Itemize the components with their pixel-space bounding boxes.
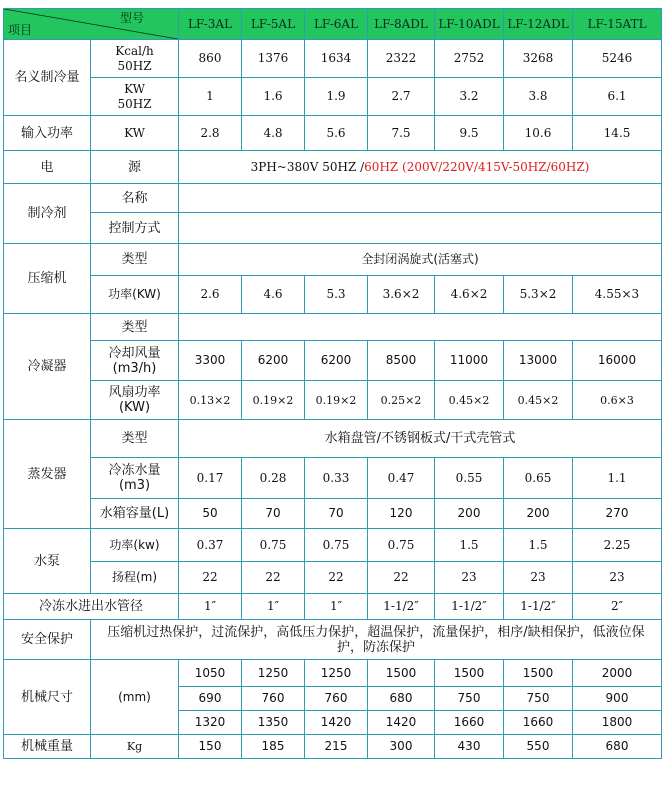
- cooling-kcal-cell: 2752: [435, 40, 504, 78]
- dimension-cell: 1500: [504, 660, 573, 687]
- compressor-power-cell: 2.6: [179, 276, 242, 314]
- pump-head-label: 扬程(m): [91, 562, 179, 594]
- condenser-air-cell: 11000: [435, 341, 504, 381]
- power-supply-text-red: 60HZ (200V/220V/415V-50HZ/60HZ): [364, 159, 590, 174]
- dimension-cell: 1500: [435, 660, 504, 687]
- weight-cell: 300: [368, 735, 435, 759]
- input-power-cell: 9.5: [435, 116, 504, 151]
- evaporator-tank-label: 水箱容量(L): [91, 499, 179, 529]
- pipe-cell: 1″: [305, 594, 368, 620]
- model-name-cell: LF-10ADL: [435, 9, 504, 40]
- dimension-cell: 1350: [242, 711, 305, 735]
- condenser-fan-cell: 0.13×2: [179, 381, 242, 420]
- pump-head-cell: 22: [179, 562, 242, 594]
- dimension-cell: 760: [242, 687, 305, 711]
- condenser-fan-cell: 0.25×2: [368, 381, 435, 420]
- refrigerant-name-label: 名称: [91, 184, 179, 213]
- pump-head-cell: 22: [305, 562, 368, 594]
- evaporator-tank-row: [4, 499, 662, 529]
- pump-head-cell: 22: [242, 562, 305, 594]
- evaporator-water-cell: 0.28: [242, 458, 305, 499]
- input-power-unit: KW: [91, 116, 179, 151]
- condenser-air-cell: 6200: [305, 341, 368, 381]
- power-supply-label-a: 电: [4, 151, 91, 184]
- cooling-kw-row: [4, 78, 662, 116]
- compressor-power-cell: 4.6: [242, 276, 305, 314]
- pump-power-label: 功率(kw): [91, 529, 179, 562]
- model-name-cell: LF-15ATL: [573, 9, 662, 40]
- compressor-power-cell: 4.6×2: [435, 276, 504, 314]
- cooling-kw-cell: 3.2: [435, 78, 504, 116]
- cooling-kw-cell: 2.7: [368, 78, 435, 116]
- pump-power-cell: 0.75: [368, 529, 435, 562]
- condenser-type-label: 类型: [91, 314, 179, 341]
- pump-power-row: [4, 529, 662, 562]
- condenser-fan-row: [4, 381, 662, 420]
- evaporator-tank-cell: 70: [305, 499, 368, 529]
- input-power-cell: 5.6: [305, 116, 368, 151]
- dimensions-unit: (mm): [91, 660, 179, 735]
- pipe-cell: 1-1/2″: [504, 594, 573, 620]
- evaporator-type-row: [4, 420, 662, 458]
- evaporator-type-label: 类型: [91, 420, 179, 458]
- evaporator-tank-cell: 50: [179, 499, 242, 529]
- compressor-type-label: 类型: [91, 244, 179, 276]
- cooling-kw-unit: KW 50HZ: [91, 78, 179, 116]
- pump-power-cell: 0.37: [179, 529, 242, 562]
- dimension-cell: 1420: [305, 711, 368, 735]
- compressor-type-value: 全封闭涡旋式(活塞式): [179, 244, 662, 276]
- dimension-cell: 680: [368, 687, 435, 711]
- pump-power-cell: 2.25: [573, 529, 662, 562]
- dimension-cell: 760: [305, 687, 368, 711]
- evaporator-tank-cell: 120: [368, 499, 435, 529]
- pump-power-cell: 0.75: [305, 529, 368, 562]
- cooling-kcal-cell: 860: [179, 40, 242, 78]
- pump-head-row: [4, 562, 662, 594]
- input-power-row: [4, 116, 662, 151]
- condenser-fan-cell: 0.45×2: [435, 381, 504, 420]
- dimension-cell: 1500: [368, 660, 435, 687]
- dimension-cell: 1420: [368, 711, 435, 735]
- evaporator-label: 蒸发器: [4, 420, 91, 529]
- dimensions-row: [4, 660, 662, 687]
- cooling-kcal-unit: Kcal/h 50HZ: [91, 40, 179, 78]
- weight-cell: 430: [435, 735, 504, 759]
- evaporator-tank-cell: 270: [573, 499, 662, 529]
- input-power-cell: 14.5: [573, 116, 662, 151]
- model-name-cell: LF-5AL: [242, 9, 305, 40]
- compressor-power-cell: 4.55×3: [573, 276, 662, 314]
- evaporator-tank-cell: 200: [504, 499, 573, 529]
- refrigerant-label: 制冷剂: [4, 184, 91, 244]
- spec-table: [3, 8, 662, 759]
- dimension-cell: 900: [573, 687, 662, 711]
- cooling-kcal-cell: 1634: [305, 40, 368, 78]
- condenser-type-row: [4, 314, 662, 341]
- header-row: [4, 9, 662, 40]
- input-power-cell: 2.8: [179, 116, 242, 151]
- weight-cell: 150: [179, 735, 242, 759]
- dimension-cell: 750: [435, 687, 504, 711]
- model-name-cell: LF-12ADL: [504, 9, 573, 40]
- cooling-kw-cell: 6.1: [573, 78, 662, 116]
- condenser-air-cell: 8500: [368, 341, 435, 381]
- pump-power-cell: 1.5: [435, 529, 504, 562]
- evaporator-water-cell: 0.47: [368, 458, 435, 499]
- input-power-label: 输入功率: [4, 116, 91, 151]
- pump-power-cell: 1.5: [504, 529, 573, 562]
- condenser-type-value: [179, 314, 662, 341]
- cooling-kcal-row: [4, 40, 662, 78]
- input-power-cell: 7.5: [368, 116, 435, 151]
- condenser-fan-cell: 0.6×3: [573, 381, 662, 420]
- dimension-cell: 1320: [179, 711, 242, 735]
- safety-text: 压缩机过热保护，过流保护，高低压力保护，超温保护，流量保护，相序/缺相保护，低液位保护，防冻保护: [91, 620, 662, 660]
- cooling-kcal-cell: 2322: [368, 40, 435, 78]
- dimension-cell: 1050: [179, 660, 242, 687]
- item-label: 项目: [8, 23, 33, 37]
- cooling-label: 名义制冷量: [4, 40, 91, 116]
- cooling-kcal-cell: 3268: [504, 40, 573, 78]
- pipe-cell: 1″: [242, 594, 305, 620]
- refrigerant-name-row: [4, 184, 662, 213]
- weight-cell: 550: [504, 735, 573, 759]
- cooling-kcal-cell: 5246: [573, 40, 662, 78]
- evaporator-tank-cell: 200: [435, 499, 504, 529]
- evaporator-tank-cell: 70: [242, 499, 305, 529]
- power-supply-row: [4, 151, 662, 184]
- input-power-cell: 10.6: [504, 116, 573, 151]
- compressor-power-cell: 3.6×2: [368, 276, 435, 314]
- pipe-cell: 1-1/2″: [435, 594, 504, 620]
- model-label: 型号: [119, 11, 144, 25]
- refrigerant-control-row: [4, 213, 662, 244]
- compressor-power-cell: 5.3: [305, 276, 368, 314]
- evaporator-water-cell: 0.65: [504, 458, 573, 499]
- evaporator-water-cell: 1.1: [573, 458, 662, 499]
- header-corner-cell: [4, 9, 179, 40]
- input-power-cell: 4.8: [242, 116, 305, 151]
- dimension-cell: 1800: [573, 711, 662, 735]
- evaporator-water-row: [4, 458, 662, 499]
- cooling-kcal-cell: 1376: [242, 40, 305, 78]
- weight-unit: Kg: [91, 735, 179, 759]
- evaporator-water-cell: 0.55: [435, 458, 504, 499]
- dimension-cell: 690: [179, 687, 242, 711]
- pump-head-cell: 23: [435, 562, 504, 594]
- refrigerant-name-value: [179, 184, 662, 213]
- condenser-air-row: [4, 341, 662, 381]
- safety-row: [4, 620, 662, 660]
- condenser-fan-label: 风扇功率 (KW): [91, 381, 179, 420]
- compressor-type-row: [4, 244, 662, 276]
- safety-label: 安全保护: [4, 620, 91, 660]
- pump-label: 水泵: [4, 529, 91, 594]
- refrigerant-control-value: [179, 213, 662, 244]
- condenser-air-label: 冷却风量 (m3/h): [91, 341, 179, 381]
- spec-table-body: [4, 9, 662, 759]
- dimension-cell: 1250: [305, 660, 368, 687]
- condenser-fan-cell: 0.19×2: [305, 381, 368, 420]
- dimension-cell: 1660: [435, 711, 504, 735]
- weight-cell: 680: [573, 735, 662, 759]
- pipe-cell: 2″: [573, 594, 662, 620]
- evaporator-water-cell: 0.33: [305, 458, 368, 499]
- compressor-power-label: 功率(KW): [91, 276, 179, 314]
- condenser-fan-cell: 0.19×2: [242, 381, 305, 420]
- power-supply-value-cell: [179, 151, 662, 184]
- power-supply-label-b: 源: [91, 151, 179, 184]
- dimension-cell: 750: [504, 687, 573, 711]
- condenser-air-cell: 16000: [573, 341, 662, 381]
- dimension-cell: 1660: [504, 711, 573, 735]
- cooling-kw-cell: 1.6: [242, 78, 305, 116]
- pump-head-cell: 22: [368, 562, 435, 594]
- weight-row: [4, 735, 662, 759]
- weight-cell: 185: [242, 735, 305, 759]
- condenser-air-cell: 6200: [242, 341, 305, 381]
- weight-label: 机械重量: [4, 735, 91, 759]
- evaporator-type-value: 水箱盘管/不锈钢板式/干式壳管式: [179, 420, 662, 458]
- compressor-power-row: [4, 276, 662, 314]
- cooling-kw-cell: 1: [179, 78, 242, 116]
- model-name-cell: LF-8ADL: [368, 9, 435, 40]
- pump-head-cell: 23: [573, 562, 662, 594]
- cooling-kw-cell: 3.8: [504, 78, 573, 116]
- power-supply-text: 3PH~380V 50HZ /: [250, 159, 365, 174]
- pump-power-cell: 0.75: [242, 529, 305, 562]
- evaporator-water-cell: 0.17: [179, 458, 242, 499]
- compressor-power-cell: 5.3×2: [504, 276, 573, 314]
- evaporator-water-label: 冷冻水量 (m3): [91, 458, 179, 499]
- model-name-cell: LF-3AL: [179, 9, 242, 40]
- pipe-row: [4, 594, 662, 620]
- compressor-label: 压缩机: [4, 244, 91, 314]
- weight-cell: 215: [305, 735, 368, 759]
- pipe-label: 冷冻水进出水管径: [4, 594, 179, 620]
- refrigerant-control-label: 控制方式: [91, 213, 179, 244]
- condenser-fan-cell: 0.45×2: [504, 381, 573, 420]
- dimension-cell: 2000: [573, 660, 662, 687]
- condenser-label: 冷凝器: [4, 314, 91, 420]
- condenser-air-cell: 13000: [504, 341, 573, 381]
- dimension-cell: 1250: [242, 660, 305, 687]
- pipe-cell: 1″: [179, 594, 242, 620]
- pump-head-cell: 23: [504, 562, 573, 594]
- pipe-cell: 1-1/2″: [368, 594, 435, 620]
- cooling-kw-cell: 1.9: [305, 78, 368, 116]
- condenser-air-cell: 3300: [179, 341, 242, 381]
- dimensions-label: 机械尺寸: [4, 660, 91, 735]
- model-name-cell: LF-6AL: [305, 9, 368, 40]
